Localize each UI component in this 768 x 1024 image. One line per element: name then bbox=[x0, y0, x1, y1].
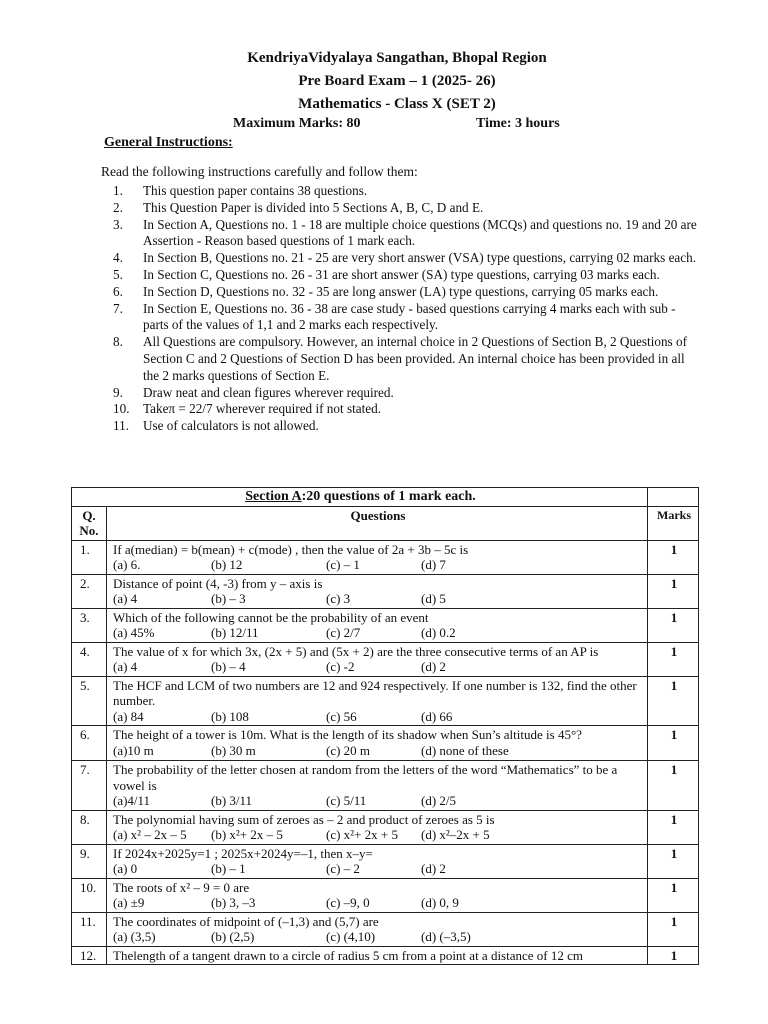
instruction-item bbox=[113, 301, 703, 335]
question-options bbox=[113, 793, 643, 809]
table-row bbox=[72, 844, 699, 878]
question-options bbox=[113, 709, 643, 725]
instruction-item bbox=[113, 183, 703, 200]
col-qno-header: Q. No. bbox=[72, 506, 107, 540]
question-number: 7. bbox=[72, 761, 107, 811]
question-marks: 1 bbox=[648, 540, 699, 574]
option-c: (c) (4,10) bbox=[326, 929, 376, 944]
question-marks: 1 bbox=[648, 608, 699, 642]
option-b: (b) 3/11 bbox=[211, 793, 253, 808]
question-cell bbox=[107, 676, 648, 726]
question-number: 5. bbox=[72, 676, 107, 726]
header-organization: KendriyaVidyalaya Sangathan, Bhopal Region bbox=[247, 50, 547, 66]
question-number: 8. bbox=[72, 810, 107, 844]
option-c: (c) 20 m bbox=[326, 742, 371, 758]
instruction-item bbox=[113, 267, 703, 284]
option-c: (c) -2 bbox=[326, 659, 355, 674]
option-c: (c) –9, 0 bbox=[326, 895, 370, 910]
option-c: (c) – 2 bbox=[326, 861, 360, 876]
question-marks: 1 bbox=[648, 844, 699, 878]
option-a: (a) 45% bbox=[113, 625, 155, 640]
option-b: (b) – 3 bbox=[211, 591, 246, 606]
question-text: The value of x for which 3x, (2x + 5) and (5x + 2) are the three consecutive terms of an AP is bbox=[113, 643, 599, 659]
instruction-item bbox=[113, 401, 703, 418]
option-c: (c) 56 bbox=[326, 708, 357, 724]
question-options bbox=[113, 929, 643, 945]
section-title: Section A bbox=[245, 489, 302, 504]
table-row bbox=[72, 946, 699, 965]
option-b: (b) 30 m bbox=[211, 742, 256, 758]
option-a: (a)4/11 bbox=[113, 793, 151, 808]
option-a: (a) 6. bbox=[113, 557, 141, 572]
question-text: The polynomial having sum of zeroes as – 2 and product of zeroes as 5 is bbox=[113, 811, 495, 827]
question-text: Which of the following cannot be the probability of an event bbox=[113, 609, 429, 625]
option-d: (d) 0.2 bbox=[421, 625, 456, 640]
question-text: The HCF and LCM of two numbers are 12 and 924 respectively. If one number is 132, find the other number. bbox=[113, 677, 637, 708]
question-text: The height of a tower is 10m. What is the length of its shadow when Sun’s altitude is 45°? bbox=[113, 727, 582, 742]
question-number: 9. bbox=[72, 844, 107, 878]
option-a: (a) 4 bbox=[113, 591, 138, 606]
question-cell bbox=[107, 761, 648, 811]
option-d: (d) 66 bbox=[421, 708, 453, 724]
question-marks: 1 bbox=[648, 642, 699, 676]
option-b: (b) 3, –3 bbox=[211, 895, 256, 910]
question-marks: 1 bbox=[648, 676, 699, 726]
question-number: 6. bbox=[72, 726, 107, 761]
question-text: If 2024x+2025y=1 ; 2025x+2024y=–1, then x–y= bbox=[113, 845, 373, 861]
question-number: 4. bbox=[72, 642, 107, 676]
question-number: 2. bbox=[72, 574, 107, 608]
question-options bbox=[113, 743, 643, 759]
option-a: (a)10 m bbox=[113, 742, 154, 758]
question-marks: 1 bbox=[648, 726, 699, 761]
question-options bbox=[113, 591, 643, 607]
option-c: (c) 2/7 bbox=[326, 625, 361, 640]
section-subtitle: :20 questions of 1 mark each. bbox=[301, 489, 476, 504]
column-header-row bbox=[72, 506, 699, 540]
instruction-text: In Section D, Questions no. 32 - 35 are long answer (LA) type questions, carrying 05 marks each. bbox=[143, 283, 659, 299]
question-cell bbox=[107, 878, 648, 912]
instruction-item bbox=[113, 418, 703, 435]
instruction-number: 11. bbox=[113, 418, 129, 434]
option-b: (b) – 4 bbox=[211, 659, 246, 674]
question-cell bbox=[107, 946, 648, 965]
question-options bbox=[113, 895, 643, 911]
instruction-number: 7. bbox=[113, 300, 123, 316]
question-number: 10. bbox=[72, 878, 107, 912]
question-cell bbox=[107, 608, 648, 642]
option-d: (d) 5 bbox=[421, 591, 446, 606]
question-number: 3. bbox=[72, 608, 107, 642]
col-questions-header: Questions bbox=[107, 506, 648, 540]
option-d: (d) 2/5 bbox=[421, 793, 457, 808]
instruction-item bbox=[113, 200, 703, 217]
questions-table bbox=[71, 487, 699, 965]
option-c: (c) 3 bbox=[326, 591, 351, 606]
question-number: 11. bbox=[72, 912, 107, 946]
option-d: (d) none of these bbox=[421, 742, 509, 758]
option-c: (c) x²+ 2x + 5 bbox=[326, 827, 398, 842]
instruction-number: 1. bbox=[113, 183, 123, 198]
header-subject: Mathematics - Class X (SET 2) bbox=[298, 96, 496, 112]
instructions-list bbox=[113, 183, 703, 435]
table-row bbox=[72, 878, 699, 912]
instruction-number: 2. bbox=[113, 199, 123, 215]
question-options bbox=[113, 827, 643, 843]
col-marks-header: Marks bbox=[648, 506, 699, 540]
question-cell bbox=[107, 642, 648, 676]
general-instructions-heading: General Instructions: bbox=[104, 135, 233, 150]
option-d: (d) 7 bbox=[421, 557, 446, 572]
instruction-item bbox=[113, 217, 703, 251]
question-number: 12. bbox=[72, 946, 107, 965]
question-options bbox=[113, 659, 643, 675]
question-cell bbox=[107, 574, 648, 608]
instruction-text: This question paper contains 38 questions. bbox=[143, 183, 368, 198]
table-row bbox=[72, 574, 699, 608]
question-number: 1. bbox=[72, 540, 107, 574]
instruction-number: 10. bbox=[113, 401, 130, 417]
instruction-number: 3. bbox=[113, 216, 123, 232]
instruction-text: Use of calculators is not allowed. bbox=[143, 418, 319, 434]
option-c: (c) 5/11 bbox=[326, 793, 367, 808]
option-d: (d) (–3,5) bbox=[421, 929, 471, 944]
instruction-text: All Questions are compulsory. However, an internal choice in 2 Questions of Section B, 2 Questions of Section C and 2 Questions of Section D has been provided. An internal choice has been provided in all the 2 marks questions of Section E. bbox=[143, 334, 687, 383]
instruction-number: 4. bbox=[113, 250, 123, 266]
option-a: (a) 4 bbox=[113, 659, 138, 674]
question-options bbox=[113, 861, 643, 877]
table-row bbox=[72, 912, 699, 946]
instruction-number: 9. bbox=[113, 384, 123, 400]
question-marks: 1 bbox=[648, 761, 699, 811]
question-text: Thelength of a tangent drawn to a circle of radius 5 cm from a point at a distance of 12 cm bbox=[113, 947, 583, 963]
question-cell bbox=[107, 726, 648, 761]
question-text: The roots of x² – 9 = 0 are bbox=[113, 879, 250, 895]
option-d: (d) x²–2x + 5 bbox=[421, 827, 490, 842]
question-marks: 1 bbox=[648, 878, 699, 912]
instruction-item bbox=[113, 284, 703, 301]
question-options bbox=[113, 557, 643, 573]
max-marks: Maximum Marks: 80 bbox=[233, 116, 361, 131]
option-b: (b) 12 bbox=[211, 557, 243, 572]
instruction-text: In Section C, Questions no. 26 - 31 are short answer (SA) type questions, carrying 03 marks each. bbox=[143, 266, 660, 282]
option-b: (b) 108 bbox=[211, 708, 249, 724]
question-cell bbox=[107, 540, 648, 574]
question-marks: 1 bbox=[648, 810, 699, 844]
instruction-text: In Section B, Questions no. 21 - 25 are very short answer (VSA) type questions, carrying 02 marks each. bbox=[143, 250, 697, 266]
instruction-number: 6. bbox=[113, 283, 123, 299]
question-marks: 1 bbox=[648, 574, 699, 608]
question-cell bbox=[107, 844, 648, 878]
instruction-item bbox=[113, 250, 703, 267]
table-row bbox=[72, 810, 699, 844]
section-blank-cell bbox=[648, 488, 699, 507]
option-a: (a) ±9 bbox=[113, 895, 145, 910]
section-header-row bbox=[72, 488, 699, 507]
question-marks: 1 bbox=[648, 946, 699, 965]
option-a: (a) (3,5) bbox=[113, 929, 156, 944]
option-b: (b) – 1 bbox=[211, 861, 246, 876]
header-exam-name: Pre Board Exam – 1 (2025- 26) bbox=[298, 73, 496, 89]
option-d: (d) 2 bbox=[421, 861, 446, 876]
table-row bbox=[72, 676, 699, 726]
instruction-text: Draw neat and clean figures wherever required. bbox=[143, 384, 394, 400]
option-a: (a) 84 bbox=[113, 708, 144, 724]
instruction-item bbox=[113, 334, 703, 384]
question-marks: 1 bbox=[648, 912, 699, 946]
question-text: The coordinates of midpoint of (–1,3) and (5,7) are bbox=[113, 913, 379, 929]
question-options bbox=[113, 625, 643, 641]
option-a: (a) x² – 2x – 5 bbox=[113, 827, 187, 842]
instruction-number: 8. bbox=[113, 334, 123, 350]
question-text: Distance of point (4, -3) from y – axis is bbox=[113, 575, 323, 591]
table-row bbox=[72, 726, 699, 761]
option-c: (c) – 1 bbox=[326, 557, 360, 572]
question-text: If a(median) = b(mean) + c(mode) , then the value of 2a + 3b – 5c is bbox=[113, 541, 469, 557]
question-cell bbox=[107, 912, 648, 946]
option-a: (a) 0 bbox=[113, 861, 138, 876]
table-row bbox=[72, 761, 699, 811]
instruction-text: Takeπ = 22/7 wherever required if not stated. bbox=[143, 401, 382, 417]
instruction-text: In Section E, Questions no. 36 - 38 are case study - based questions carrying 4 marks each with sub - parts of the values of 1,1 and 2 marks each respectively. bbox=[143, 300, 676, 333]
table-row bbox=[72, 540, 699, 574]
option-b: (b) 12/11 bbox=[211, 625, 259, 640]
exam-time: Time: 3 hours bbox=[476, 116, 560, 131]
section-title-cell bbox=[72, 488, 648, 507]
table-row bbox=[72, 608, 699, 642]
instruction-text: In Section A, Questions no. 1 - 18 are multiple choice questions (MCQs) and questions no. 19 and 20 are Assertion - Reason based questions of 1 mark each. bbox=[143, 216, 697, 249]
instruction-text: This Question Paper is divided into 5 Sections A, B, C, D and E. bbox=[143, 199, 484, 215]
question-cell bbox=[107, 810, 648, 844]
option-d: (d) 2 bbox=[421, 659, 446, 674]
table-row bbox=[72, 642, 699, 676]
option-d: (d) 0, 9 bbox=[421, 895, 459, 910]
question-text: The probability of the letter chosen at random from the letters of the word “Mathematics” to be a vowel is bbox=[113, 762, 618, 793]
instruction-item bbox=[113, 385, 703, 402]
option-b: (b) x²+ 2x – 5 bbox=[211, 827, 283, 842]
read-instructions-text: Read the following instructions carefully and follow them: bbox=[101, 164, 418, 179]
instruction-number: 5. bbox=[113, 266, 123, 282]
option-b: (b) (2,5) bbox=[211, 929, 255, 944]
